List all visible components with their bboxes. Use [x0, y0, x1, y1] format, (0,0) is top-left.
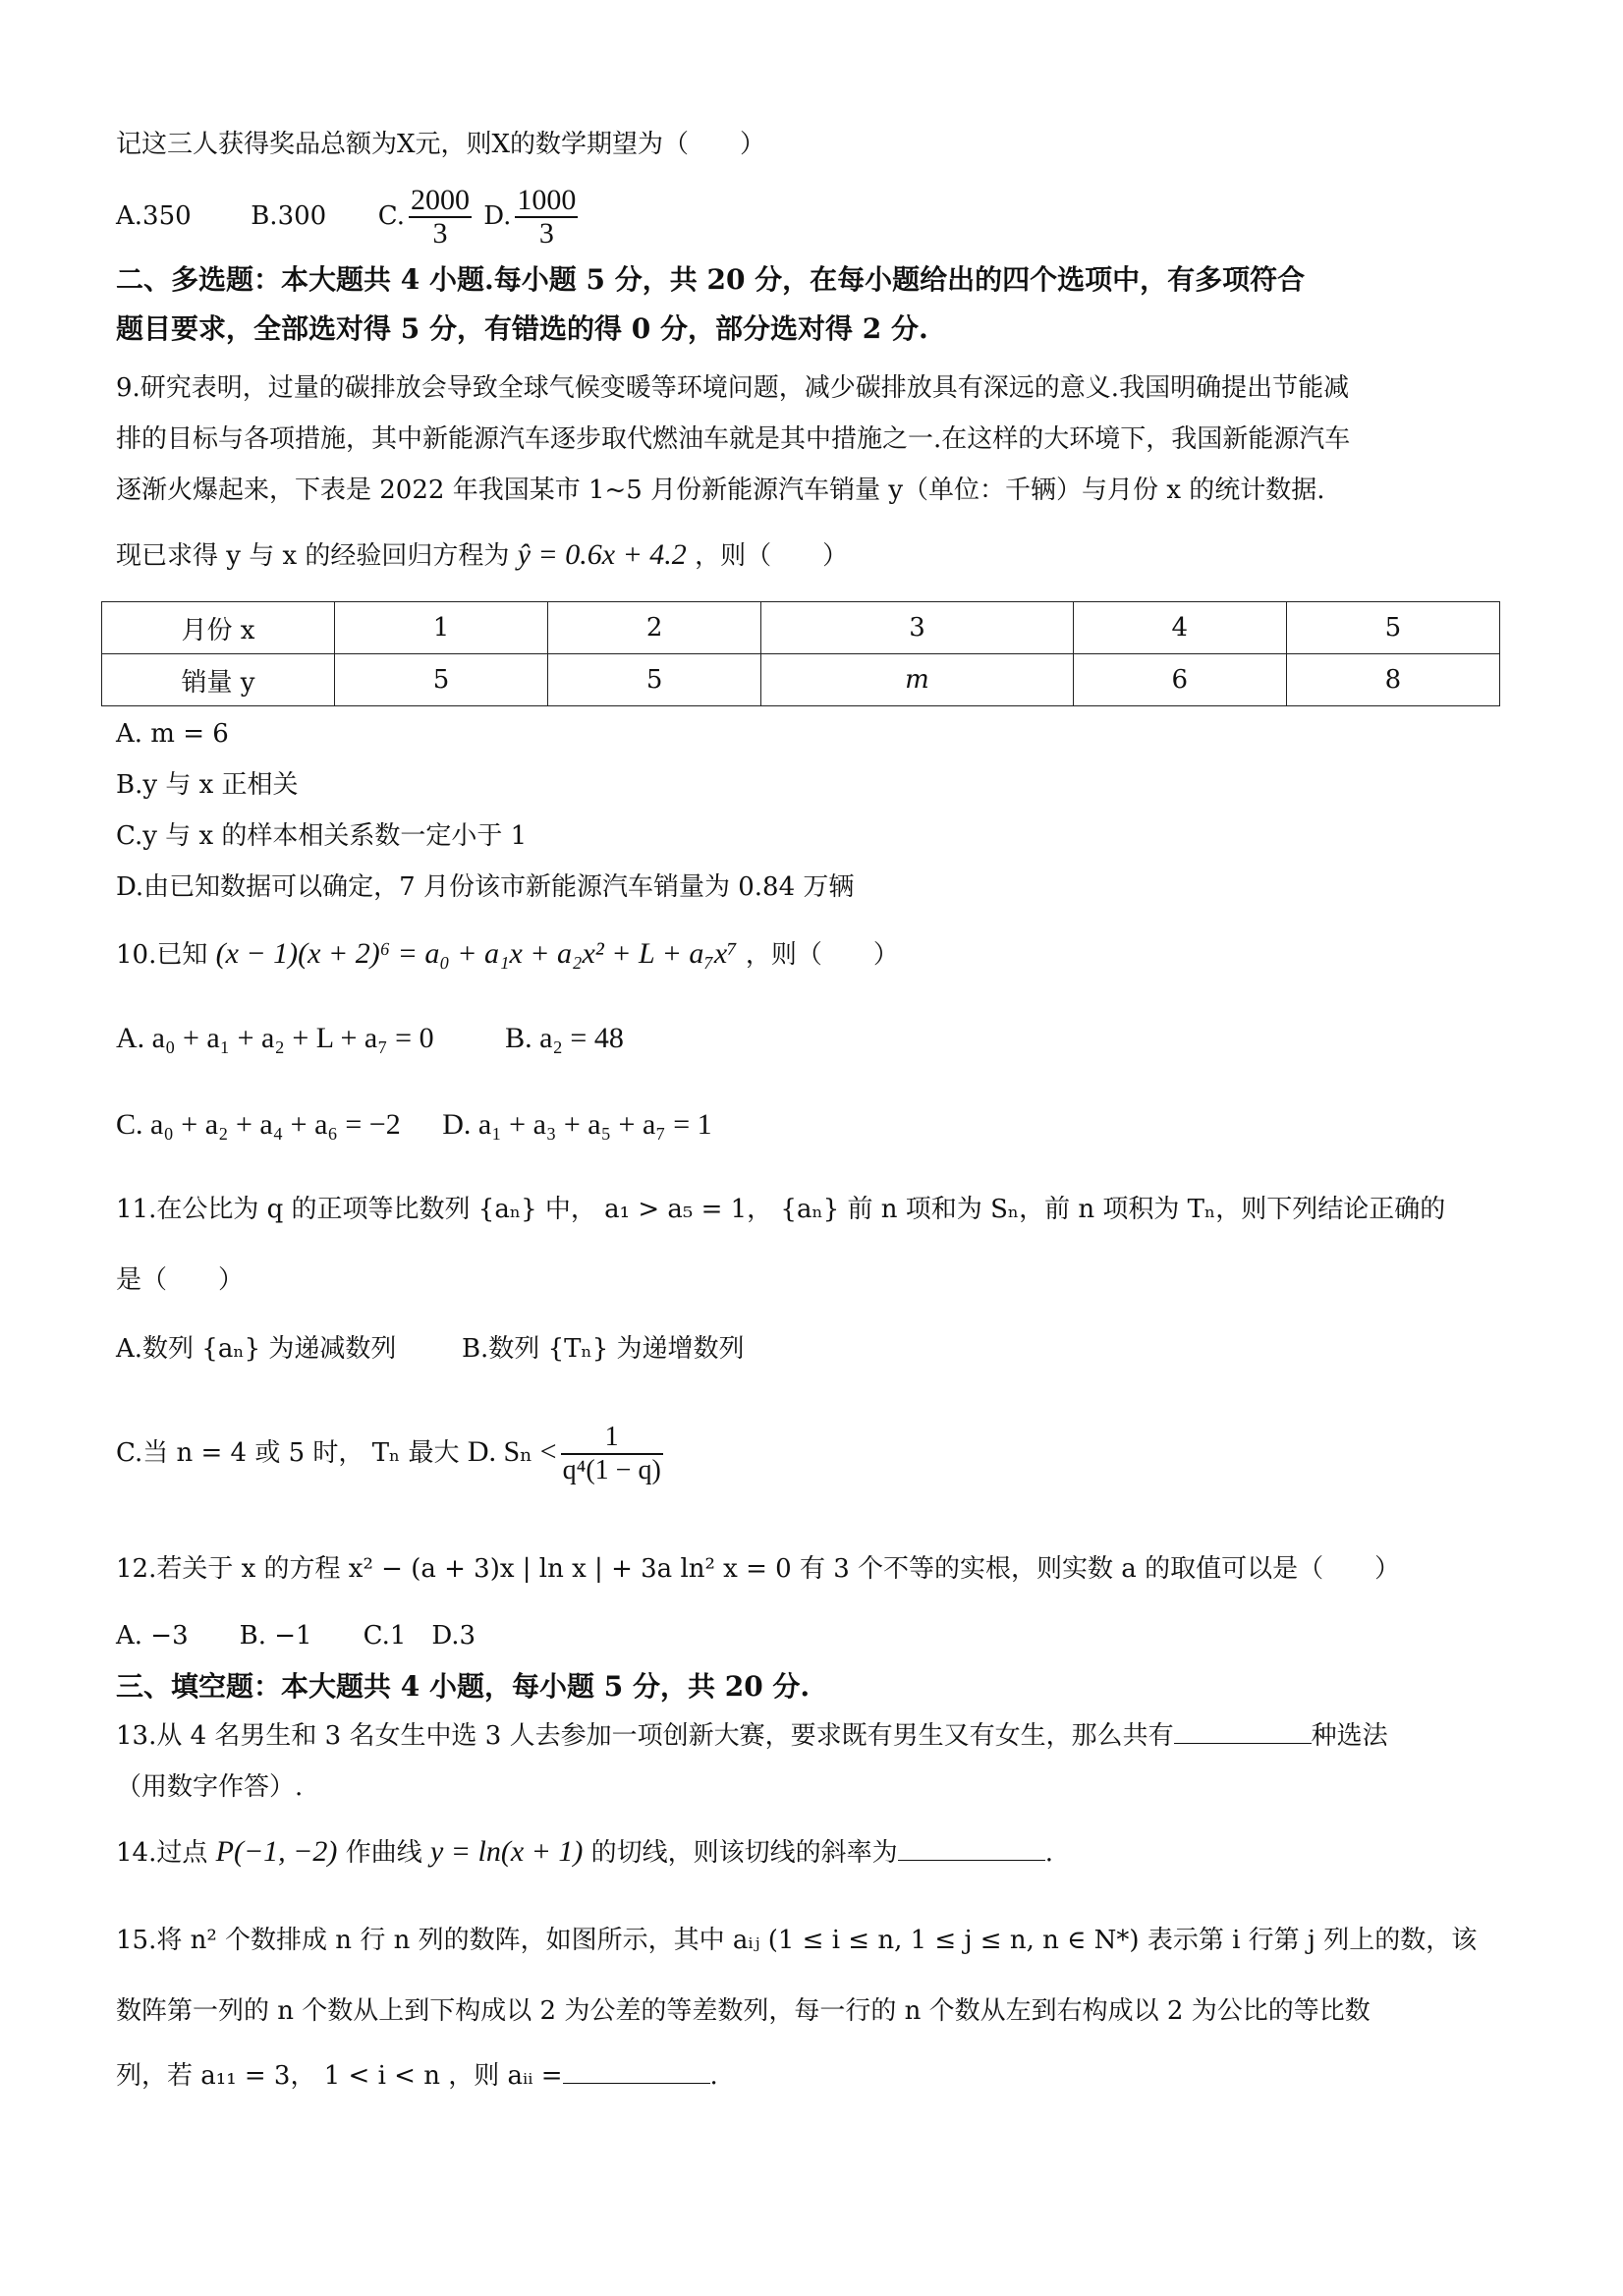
q9-option-c: C.y 与 x 的样本相关系数一定小于 1 — [116, 821, 528, 851]
table-cell: 8 — [1286, 654, 1499, 706]
table-row — [102, 602, 1500, 654]
q11-line1: 11.在公比为 q 的正项等比数列 {aₙ} 中， a₁ > a₅ = 1， {aₙ} 前 n 项和为 Sₙ，前 n 项积为 Tₙ，则下列结论正确的 — [116, 1195, 1446, 1224]
q13-line2: （用数字作答）. — [116, 1772, 304, 1802]
q8-options — [116, 177, 582, 255]
table-row — [102, 654, 1500, 706]
q10-equation: (x − 1)(x + 2)⁶ = a₀ + a₁x + a₂x² + L + a₇x⁷ — [215, 937, 738, 970]
section3-heading: 三、填空题：本大题共 4 小题，每小题 5 分，共 20 分. — [116, 1670, 811, 1703]
table-cell: 3 — [761, 602, 1073, 654]
q15-line2: 数阵第一列的 n 个数从上到下构成以 2 为公差的等差数列，每一行的 n 个数从左到右构成以 2 为公比的等比数 — [116, 1996, 1371, 2026]
q11-option-b: B.数列 {Tₙ} 为递增数列 — [461, 1334, 745, 1364]
point-p: P(−1, −2) — [215, 1835, 338, 1868]
table-cell: 5 — [335, 654, 548, 706]
q9-option-d: D.由已知数据可以确定，7 月份该市新能源汽车销量为 0.84 万辆 — [116, 872, 855, 902]
q15-line3: 列，若 a₁₁ = 3， 1 < i < n ，则 aᵢᵢ = . — [116, 2061, 718, 2091]
q11-option-c: C.当 n = 4 或 5 时， Tₙ 最大 — [116, 1438, 460, 1468]
q11-option-d: D. Sₙ < $\frac{1}{\text{q⁴(1 − q)}}$ — [467, 1422, 661, 1485]
table-cell: 6 — [1073, 654, 1286, 706]
table-cell: m — [761, 654, 1073, 706]
q15-line1: 15.将 n² 个数排成 n 行 n 列的数阵，如图所示，其中 aᵢⱼ (1 ≤ i ≤ n, 1 ≤ j ≤ n, n ∈ N*) 表示第 i 行第 j 列上的数，该 — [116, 1926, 1478, 1955]
answer-blank — [898, 1860, 1045, 1861]
q10-option-d: D. a₁ + a₃ + a₅ + a₇ = 1 — [442, 1108, 712, 1141]
fraction: $\frac{2000}{3}$ — [410, 184, 470, 250]
q9-option-a: A. m = 6 — [116, 719, 229, 749]
section2-heading-line1: 二、多选题：本大题共 4 小题.每小题 5 分，共 20 分，在每小题给出的四个选项中，有多项符合 — [116, 263, 1306, 296]
answer-blank — [1174, 1743, 1312, 1744]
q10-option-a: A. a₀ + a₁ + a₂ + L + a₇ = 0 — [116, 1022, 434, 1054]
q13-line1: 13.从 4 名男生和 3 名女生中选 3 人去参加一项创新大赛，要求既有男生又有女生，那么共有 种选法 — [116, 1721, 1388, 1751]
q12-options: A. −3 B. −1 C.1 D.3 — [116, 1621, 476, 1651]
q10-options-cd — [116, 1108, 712, 1143]
q12-stem: 12.若关于 x 的方程 x² − (a + 3)x | ln x | + 3a ln² x = 0 有 3 个不等的实根，则实数 a 的取值可以是（ ） — [116, 1554, 1401, 1584]
q14-stem: 14.过点 P(−1, −2) 作曲线 y = ln(x + 1) 的切线，则该切线的斜率为 . — [116, 1835, 1053, 1868]
q9-line2: 排的目标与各项措施，其中新能源汽车逐步取代燃油车就是其中措施之一.在这样的大环境下，我国新能源汽车 — [116, 424, 1351, 454]
q8-option-b: B.300 — [251, 201, 327, 231]
fraction: $\frac{1}{\text{q⁴(1 − q)}}$ — [562, 1422, 661, 1485]
table-header-month: 月份 x — [102, 602, 335, 654]
q9-line4: 现已求得 y 与 x 的经验回归方程为 ŷ = 0.6x + 4.2 ，则（ ） — [116, 538, 849, 571]
table-header-sales: 销量 y — [102, 654, 335, 706]
table-cell: 1 — [335, 602, 548, 654]
q8-option-c: C. $\frac{2000}{3}$ — [377, 184, 470, 250]
section2-heading-line2: 题目要求，全部选对得 5 分，有错选的得 0 分，部分选对得 2 分. — [116, 312, 928, 345]
q11-options-ab — [116, 1332, 745, 1366]
q10-option-c: C. a₀ + a₂ + a₄ + a₆ = −2 — [116, 1108, 401, 1141]
table-cell: 4 — [1073, 602, 1286, 654]
q10-option-b: B. a₂ = 48 — [505, 1022, 624, 1054]
q9-line1: 9.研究表明，过量的碳排放会导致全球气候变暖等环境问题，减少碳排放具有深远的意义.我国明确提出节能减 — [116, 373, 1350, 403]
curve-equation: y = ln(x + 1) — [429, 1835, 584, 1868]
regression-equation: ŷ = 0.6x + 4.2 — [517, 538, 687, 571]
q11-line2: 是（ ） — [116, 1265, 245, 1295]
q11-option-a: A.数列 {aₙ} 为递减数列 — [116, 1334, 397, 1364]
table-cell: 5 — [548, 654, 761, 706]
q10-stem: 10.已知 (x − 1)(x + 2)⁶ = a₀ + a₁x + a₂x² + L + a₇x⁷ ，则（ ） — [116, 937, 899, 970]
answer-blank — [563, 2083, 710, 2084]
table-cell: 2 — [548, 602, 761, 654]
q9-option-b: B.y 与 x 正相关 — [116, 770, 299, 800]
q8-option-d: D. $\frac{1000}{3}$ — [483, 184, 577, 250]
table-cell: 5 — [1286, 602, 1499, 654]
q11-options-cd — [116, 1413, 667, 1492]
q10-options-ab — [116, 1022, 624, 1056]
q9-data-table — [101, 601, 1500, 706]
q8-stem: 记这三人获得奖品总额为X元，则X的数学期望为（ ） — [116, 130, 766, 159]
q9-line3: 逐渐火爆起来，下表是 2022 年我国某市 1~5 月份新能源汽车销量 y（单位：千辆）与月份 x 的统计数据. — [116, 476, 1325, 505]
q8-option-a: A.350 — [116, 201, 192, 231]
fraction: $\frac{1000}{3}$ — [517, 184, 577, 250]
